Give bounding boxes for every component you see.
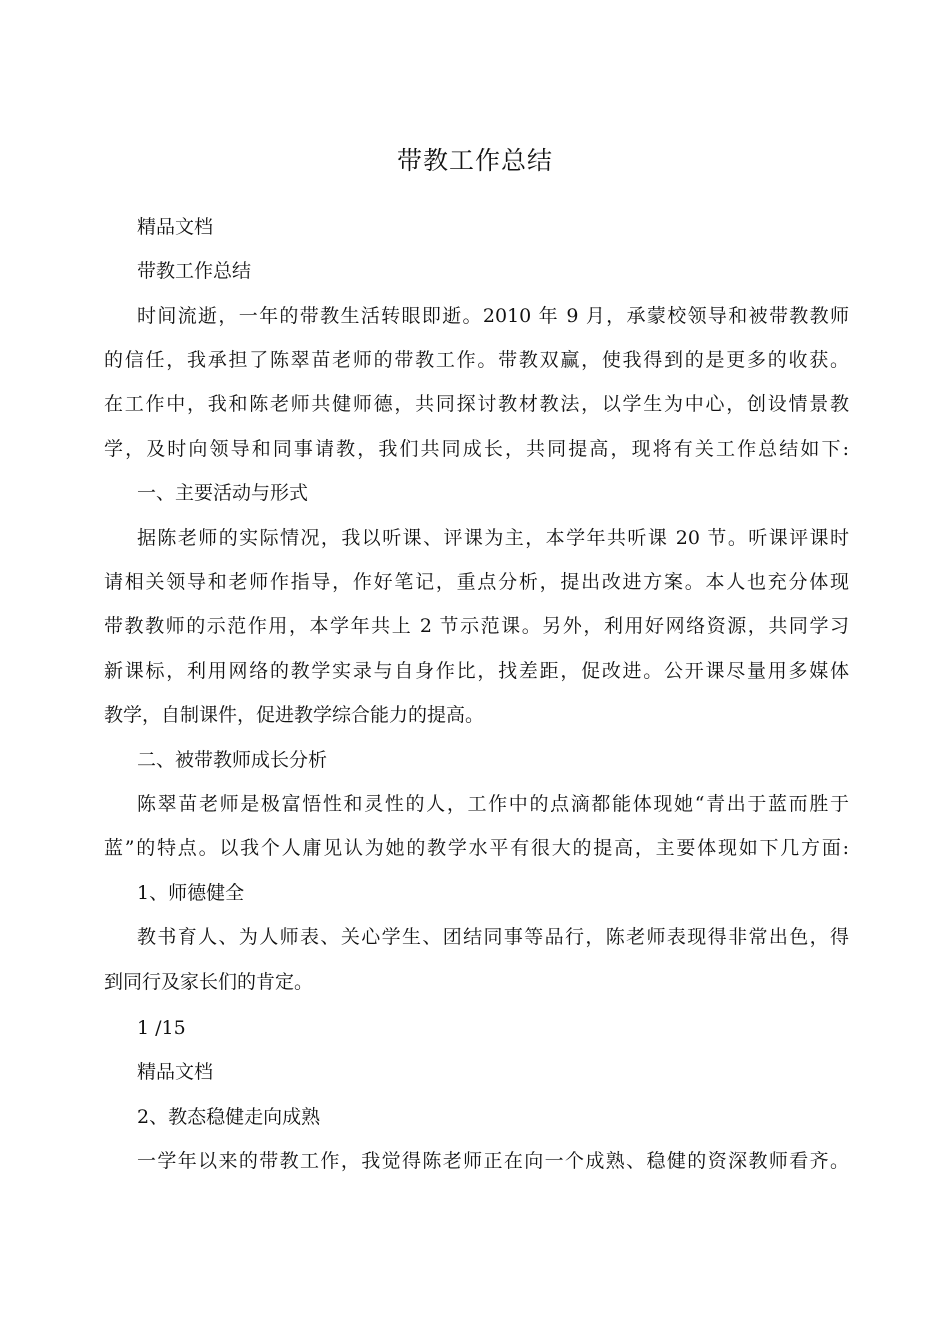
document-title: 带教工作总结 [396,146,553,175]
page-number: 1 /15 [137,1017,186,1039]
page-header-label: 精品文档 [137,216,214,238]
subtitle: 带教工作总结 [137,260,252,282]
paragraph-line: 教书育人、为人师表、关心学生、团结同事等品行，陈老师表现得非常出色，得 [137,926,849,948]
page-header-label: 精品文档 [137,1061,214,1083]
paragraph-line: 的信任，我承担了陈翠苗老师的带教工作。带教双赢，使我得到的是更多的收获。 [104,349,849,371]
paragraph-line: 到同行及家长们的肯定。 [104,971,314,993]
paragraph-line: 一学年以来的带教工作，我觉得陈老师正在向一个成熟、稳健的资深教师看齐。 [137,1150,849,1172]
paragraph-line: 蓝”的特点。以我个人庸见认为她的教学水平有很大的提高，主要体现如下几方面: [104,837,849,859]
section-heading: 一、主要活动与形式 [137,482,309,504]
paragraph-line: 教学，自制课件，促进教学综合能力的提高。 [104,704,485,726]
section-heading: 二、被带教师成长分析 [137,749,328,771]
paragraph-line: 据陈老师的实际情况，我以听课、评课为主，本学年共听课 20 节。听课评课时 [137,527,849,549]
paragraph-line: 带教教师的示范作用，本学年共上 2 节示范课。另外，利用好网络资源，共同学习 [104,615,849,637]
paragraph-line: 学，及时向领导和同事请教，我们共同成长，共同提高，现将有关工作总结如下: [104,438,849,460]
paragraph-line: 请相关领导和老师作指导，作好笔记，重点分析，提出改进方案。本人也充分体现 [104,571,849,593]
paragraph-line: 陈翠苗老师是极富悟性和灵性的人，工作中的点滴都能体现她“青出于蓝而胜于 [137,793,849,815]
paragraph-line: 在工作中，我和陈老师共健师德，共同探讨教材教法，以学生为中心，创设情景教 [104,393,849,415]
subsection-heading: 1、师德健全 [137,882,245,904]
subsection-heading: 2、教态稳健走向成熟 [137,1106,321,1128]
paragraph-line: 新课标，利用网络的教学实录与自身作比，找差距，促改进。公开课尽量用多媒体 [104,660,849,682]
paragraph-line: 时间流逝，一年的带教生活转眼即逝。2010 年 9 月，承蒙校领导和被带教教师 [137,305,849,327]
